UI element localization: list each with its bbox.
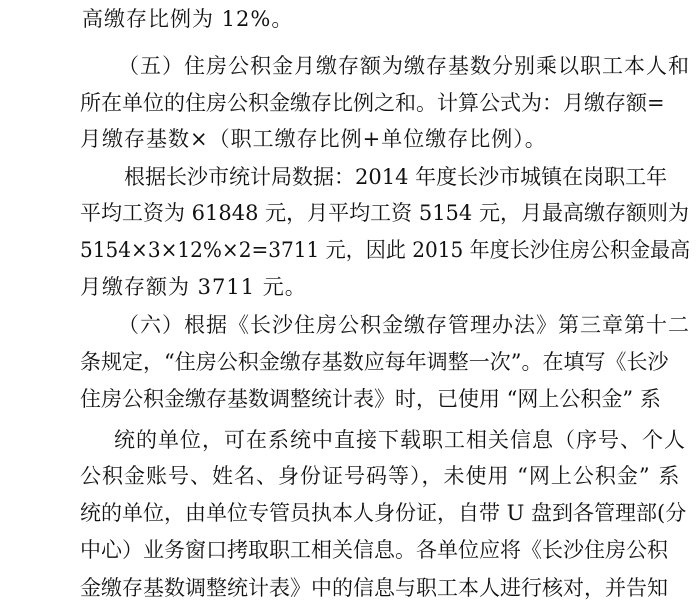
text-line-14: 统的单位，由单位专管员执本人身份证，自带 U 盘到各管理部(分 [80,501,687,525]
text-line-13: 公积金账号、姓名、身份证号码等），未使用 “网上公积金” 系 [80,464,681,488]
text-line-6: 平均工资为 61848 元，月平均工资 5154 元，月最高缴存额则为 [80,201,689,225]
text-line-11: 住房公积金缴存基数调整统计表》时，已使用 “网上公积金” 系 [80,387,661,411]
text-line-15: 中心）业务窗口拷取职工相关信息。各单位应将《长沙住房公积 [80,538,668,562]
text-line-12: 统的单位，可在系统中直接下载职工相关信息（序号、个人 [114,428,686,452]
text-line-7: 5154×3×12%×2=3711 元，因此 2015 年度长沙住房公积金最高 [80,238,691,262]
text-line-5: 根据长沙市统计局数据：2014 年度长沙市城镇在岗职工年 [124,165,668,189]
text-line-10: 条规定，“住房公积金缴存基数应每年调整一次”。在填写《长沙 [80,350,669,374]
text-line-1: 高缴存比例为 12%。 [82,7,294,31]
text-line-16: 金缴存基数调整统计表》中的信息与职工本人进行核对，并告知 [80,576,668,600]
text-line-8: 月缴存额为 3711 元。 [80,275,307,299]
text-line-9: （六）根据《长沙住房公积金缴存管理办法》第三章第十二 [118,313,690,337]
text-line-4: 月缴存基数×（职工缴存比例+单位缴存比例）。 [80,127,547,151]
text-line-3: 所在单位的住房公积金缴存比例之和。计算公式为：月缴存额= [80,91,665,115]
text-line-2: （五）住房公积金月缴存额为缴存基数分别乘以职工本人和 [118,54,690,78]
